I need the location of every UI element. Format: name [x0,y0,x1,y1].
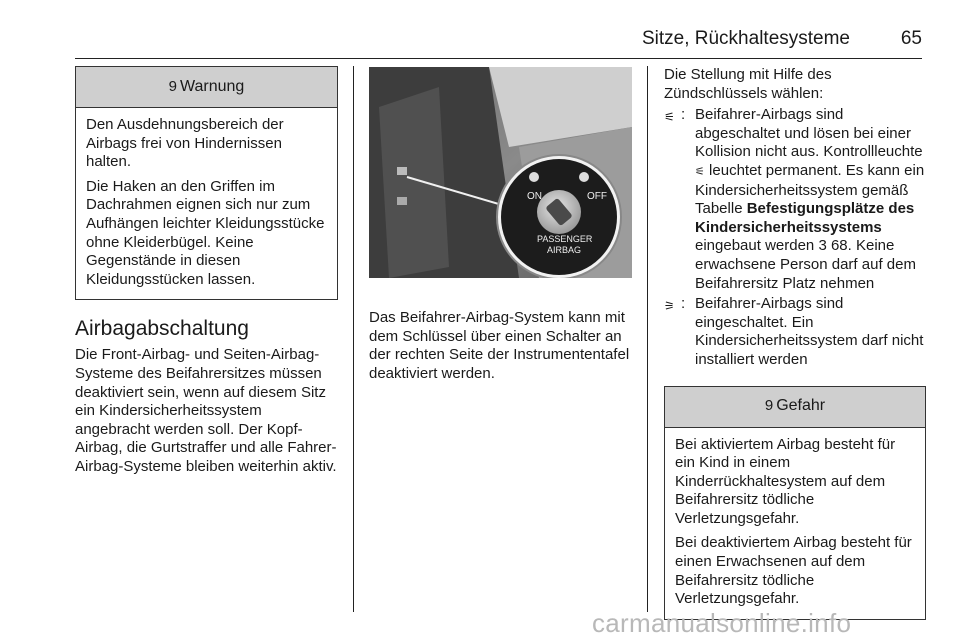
warning-box-title: Warnung [180,77,245,95]
danger-box-header [665,387,925,428]
airbag-switch-illustration [369,67,632,278]
watermark: carmanualsonline.info [592,608,852,638]
airbag-off-icon [579,172,589,182]
warning-paragraph: Den Ausdehnungsbereich der Airbags frei von Hindernissen halten. [86,116,284,171]
danger-box-body [665,428,925,619]
warning-icon: 9 [764,397,774,415]
switch-label-passenger: PASSENGER [537,234,593,244]
warning-box-header [76,67,337,108]
danger-box-title: Gefahr [776,397,826,415]
option-airbag-on: ⚞ : Beifahrer-Airbags sind eingeschaltet. Ein Kindersicherheitssystem darf nicht installiert werden [664,295,926,369]
warning-icon: 9 [168,77,177,95]
page-title: Sitze, Rückhaltesysteme [641,28,850,49]
airbag-off-icon: ⚟ [664,110,675,125]
section-body: Die Front-Airbag- und Seiten-Airbag-Systeme des Beifahrersitzes müssen deaktiviert sein, wenn auf diesem Sitz ein Kindersicherheitssystem angebracht werden soll. Der Kopf-Airbag, die Gurtstraffer und alle Fahrer-Airbag-Systeme bleiben weiterhin aktiv. [75,346,337,475]
right-column [664,66,926,620]
airbag-off-icon: ⚟ [695,165,705,178]
figure-caption: Das Beifahrer-Airbag-System kann mit dem Schlüssel über einen Schalter an der rechten Seite der Instrumententafel deaktiviert werden. [369,309,630,382]
airbag-on-icon: ⚞ [664,299,675,314]
switch-label-on: ON [527,191,542,202]
column-divider-left [353,66,354,612]
intro-text: Die Stellung mit Hilfe des Zündschlüssels wählen: [664,66,832,102]
airbag-switch-photo [369,67,632,278]
page-number: 65 [900,28,922,49]
warning-box-body [76,108,337,299]
warning-box [75,66,338,300]
option-on-text: Beifahrer-Airbags sind eingeschaltet. Ein Kindersicherheitssystem darf nicht installiert werden [695,295,924,368]
page-header [75,24,922,59]
option-airbag-off: ⚟ : Beifahrer-Airbags sind abgeschaltet und lösen bei einer Kollision nicht aus. Kontrollleuchte ⚟ leuchtet permanent. Es kann ein Kindersicherheitssystem gemäß Tabelle Befestigungsplätze des Kindersicherheitssystems eingebaut werden 3 68. Keine erwachsene Person darf auf dem Beifahrersitz Platz nehmen [664,106,925,292]
column-divider-right [647,66,648,612]
option-off-text: Beifahrer-Airbags sind abgeschaltet und lösen bei einer Kollision nicht aus. Kontrollleuchte ⚟ leuchtet permanent. Es kann ein Kindersicherheitssystem gemäß Tabelle Befestigungsplätze des Kindersicherheitssystems eingebaut werden 3 68. Keine erwachsene Person darf auf dem Beifahrersitz Platz nehmen [695,106,925,292]
airbag-on-icon [529,172,539,182]
left-column [75,66,338,477]
danger-box [664,386,926,620]
table-reference: Befestigungsplätze des Kindersicherheitssystems [695,200,915,236]
danger-paragraph: Bei aktiviertem Airbag besteht für ein Kind in einem Kinderrückhaltesystem auf dem Beifahrersitz tödliche Verletzungsgefahr. [675,435,896,527]
warning-paragraph: Die Haken an den Griffen im Dachrahmen eignen sich nur zum Aufhängen leichter Kleidungsstücke ohne Kleiderbügel. Keine Gegenstände in diesen Kleidungsstücken lassen. [86,177,325,288]
section-title: Airbagabschaltung [75,317,249,341]
switch-label-airbag: AIRBAG [547,245,582,255]
page-reference-icon: 3 [818,237,827,255]
danger-paragraph: Bei deaktiviertem Airbag besteht für einen Erwachsenen auf dem Beifahrersitz tödliche Verletzungsgefahr. [675,534,912,608]
switch-label-off: OFF [587,191,607,202]
